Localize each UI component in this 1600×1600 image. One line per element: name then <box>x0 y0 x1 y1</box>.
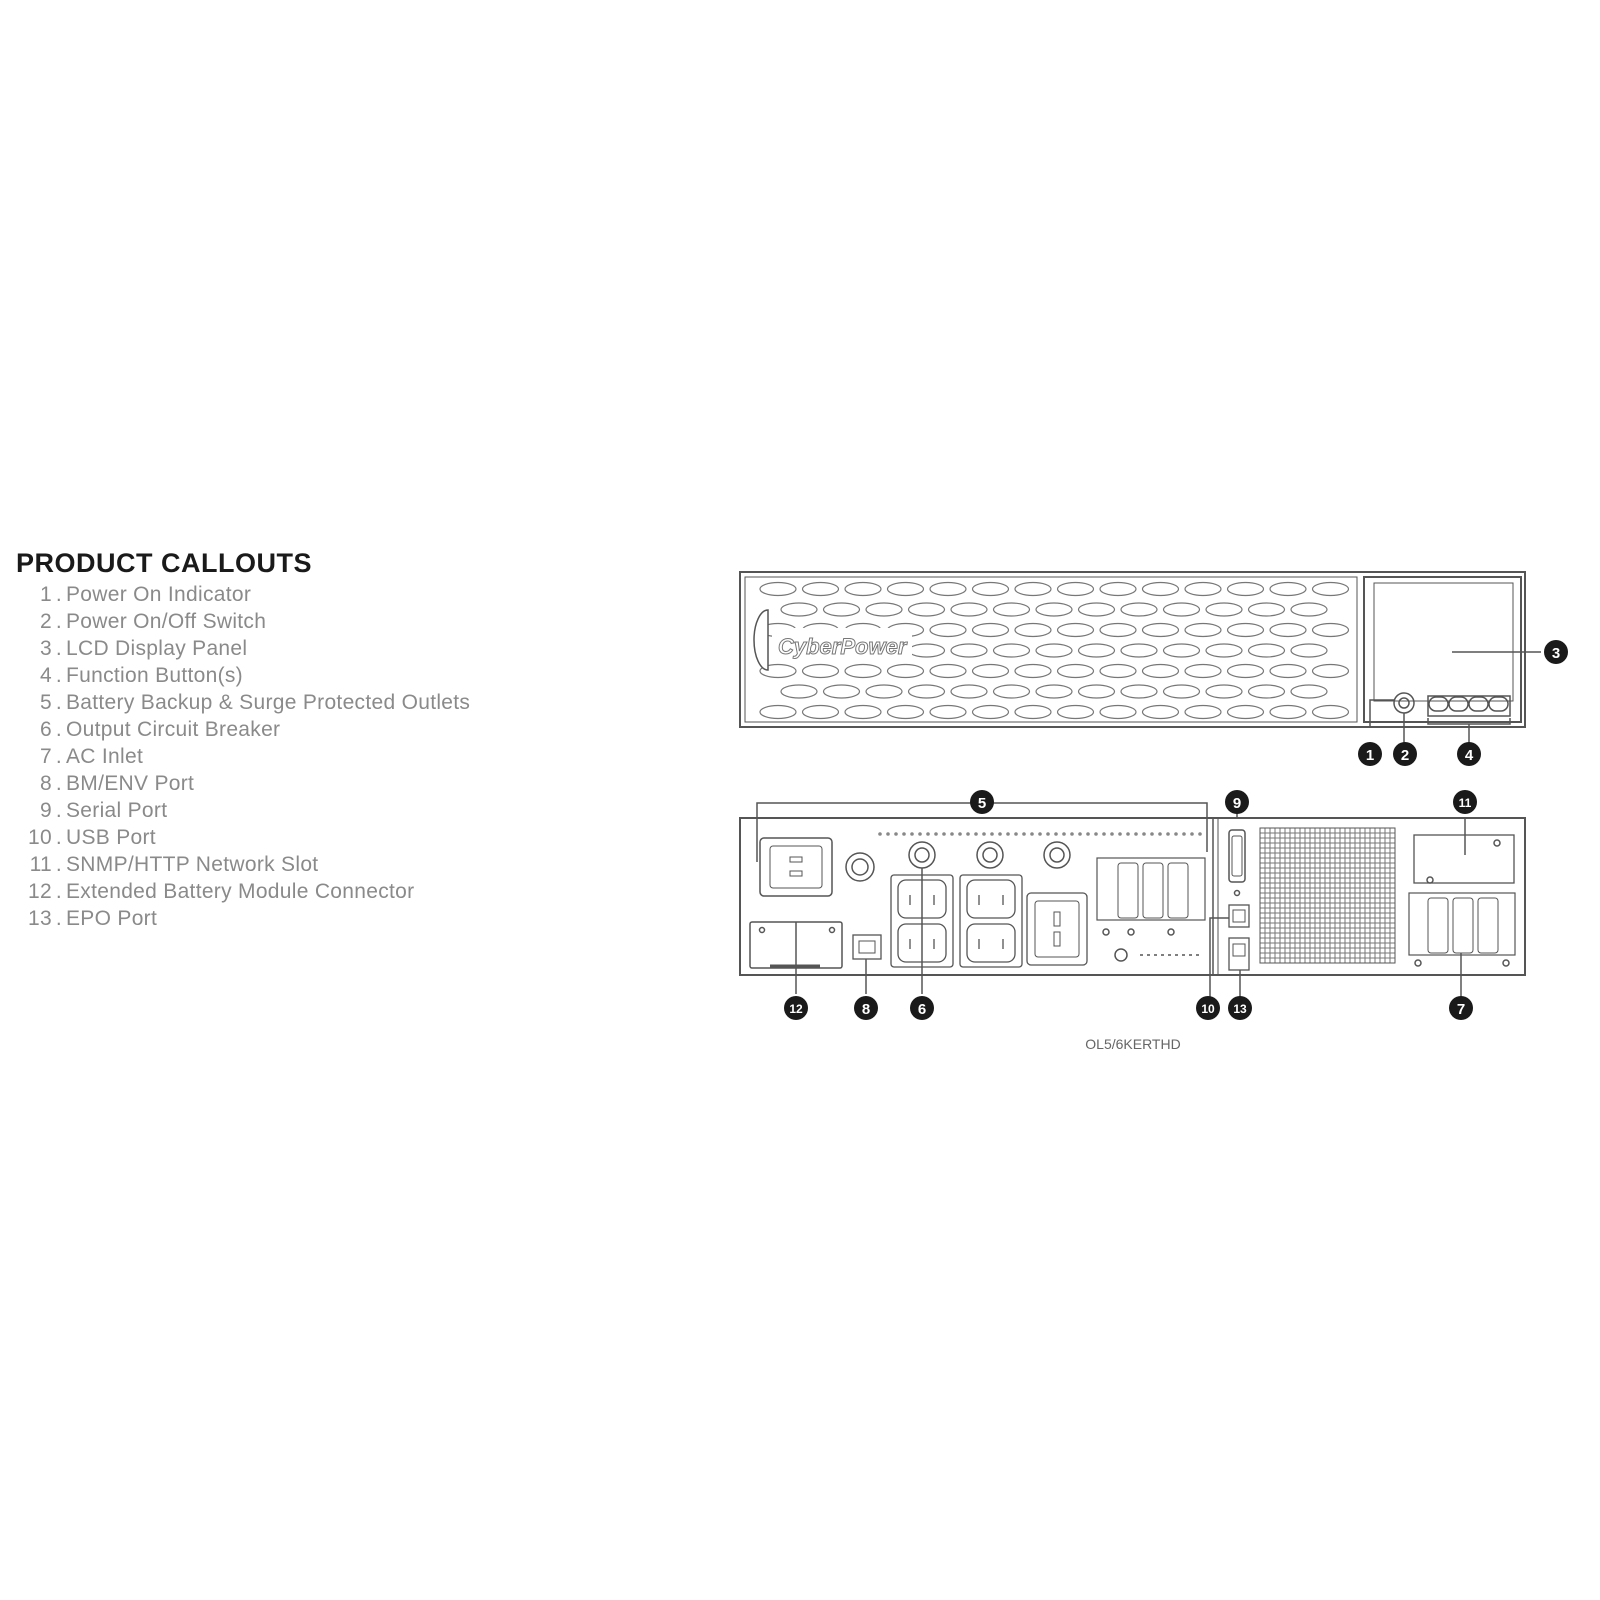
marker-5-label: 5 <box>977 795 987 812</box>
callout-number: 10 <box>28 826 52 849</box>
marker-5 <box>970 790 994 814</box>
marker-3 <box>1544 640 1568 664</box>
callout-number: 2 <box>40 610 52 633</box>
marker-8 <box>854 996 878 1020</box>
marker-2 <box>1393 742 1417 766</box>
callout-separator: . <box>55 826 63 849</box>
marker-11-label: 11 <box>1458 796 1472 810</box>
rear-fan-grille <box>1260 828 1395 963</box>
callout-number: 11 <box>29 853 52 876</box>
marker-6 <box>910 996 934 1020</box>
callout-label: SNMP/HTTP Network Slot <box>66 853 319 876</box>
model-label: OL5/6KERTHD <box>1085 1036 1181 1052</box>
callout-separator: . <box>55 664 63 687</box>
marker-4 <box>1457 742 1481 766</box>
marker-4-label: 4 <box>1464 747 1474 764</box>
callout-separator: . <box>55 799 63 822</box>
callout-number: 13 <box>28 907 52 930</box>
callouts-heading: PRODUCT CALLOUTS <box>16 548 312 578</box>
callout-separator: . <box>55 718 63 741</box>
callout-number: 6 <box>40 718 52 741</box>
callout-separator: . <box>55 880 63 903</box>
c13-outlets <box>891 875 1022 967</box>
callout-number: 12 <box>28 880 52 903</box>
callout-separator: . <box>55 745 63 768</box>
marker-7-label: 7 <box>1456 1001 1466 1018</box>
marker-3-label: 3 <box>1551 645 1561 662</box>
marker-13-label: 13 <box>1233 1002 1247 1016</box>
callout-label: Extended Battery Module Connector <box>66 880 415 903</box>
callout-label: Power On Indicator <box>66 583 252 606</box>
callout-label: Output Circuit Breaker <box>66 718 281 741</box>
callout-number: 7 <box>40 745 52 768</box>
marker-13 <box>1228 996 1252 1020</box>
callout-separator: . <box>55 691 63 714</box>
epo-port <box>1229 938 1249 970</box>
marker-9-label: 9 <box>1232 795 1242 812</box>
callout-separator: . <box>55 772 63 795</box>
callout-label: Power On/Off Switch <box>66 610 267 633</box>
rear-vent-dots <box>878 832 1202 836</box>
callout-separator: . <box>55 853 63 876</box>
callout-number: 3 <box>40 637 52 660</box>
marker-2-label: 2 <box>1400 747 1410 764</box>
callout-label: EPO Port <box>66 907 158 930</box>
marker-8-label: 8 <box>861 1001 871 1018</box>
callout-number: 4 <box>40 664 52 687</box>
rear-panel <box>740 803 1525 1000</box>
callout-number: 9 <box>40 799 52 822</box>
callout-number: 5 <box>40 691 52 714</box>
marker-11 <box>1453 790 1477 814</box>
callout-number: 8 <box>40 772 52 795</box>
callout-label: BM/ENV Port <box>66 772 195 795</box>
front-handle <box>754 610 768 670</box>
ac-inlet <box>1409 893 1515 955</box>
marker-6-label: 6 <box>917 1001 927 1018</box>
callout-label: USB Port <box>66 826 156 849</box>
brand-logo: CyberPower <box>778 634 907 659</box>
marker-12 <box>784 996 808 1020</box>
serial-port <box>1229 830 1245 882</box>
snmp-network-slot <box>1414 835 1514 883</box>
marker-10-label: 10 <box>1201 1002 1215 1016</box>
marker-7 <box>1449 996 1473 1020</box>
callout-label: Battery Backup & Surge Protected Outlets <box>66 691 471 714</box>
marker-10 <box>1196 996 1220 1020</box>
callout-separator: . <box>55 610 63 633</box>
callout-separator: . <box>55 637 63 660</box>
callout-separator: . <box>55 583 63 606</box>
callout-label: LCD Display Panel <box>66 637 248 660</box>
terminal-block <box>1097 858 1205 920</box>
output-circuit-breaker <box>909 842 935 868</box>
callout-separator: . <box>55 907 63 930</box>
marker-1-label: 1 <box>1365 747 1375 764</box>
callout-label: Serial Port <box>66 799 168 822</box>
bm-env-port <box>853 935 881 959</box>
callout-label: AC Inlet <box>66 745 144 768</box>
callout-label: Function Button(s) <box>66 664 243 687</box>
marker-12-label: 12 <box>789 1002 803 1016</box>
marker-1 <box>1358 742 1382 766</box>
front-panel <box>740 572 1541 743</box>
marker-9 <box>1225 790 1249 814</box>
callout-number: 1 <box>40 583 52 606</box>
usb-port <box>1229 905 1249 927</box>
